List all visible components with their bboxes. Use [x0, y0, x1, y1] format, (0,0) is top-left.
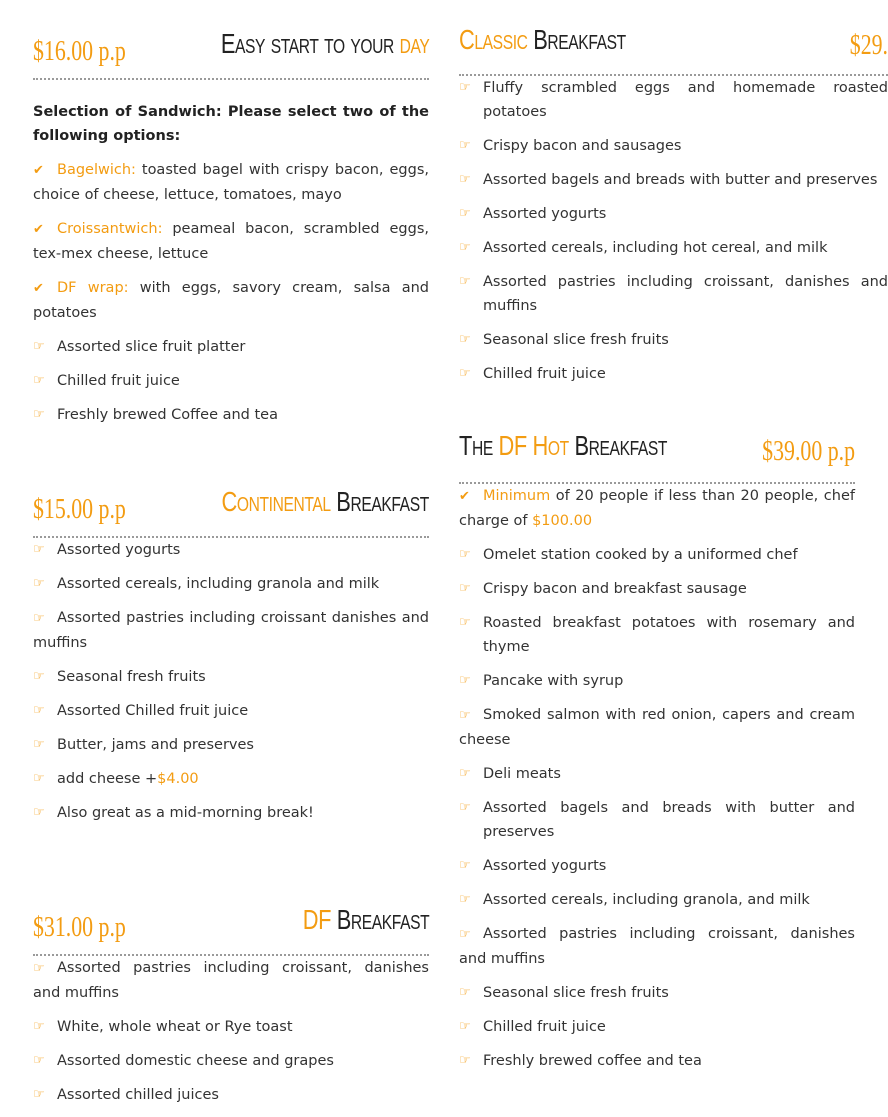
df-hot-section: [459, 432, 855, 1083]
continental-list: [33, 538, 429, 825]
hand-pointer-icon: ☞: [33, 703, 45, 718]
list-item: ☞ Crispy bacon and sausages: [459, 134, 888, 158]
df-list: [33, 956, 429, 1107]
check-icon: ✔: [33, 222, 44, 237]
continental-section: [33, 488, 429, 835]
hand-pointer-icon: ☞: [459, 80, 471, 95]
check-icon: ✔: [459, 489, 470, 504]
classic-price: $29.: [849, 30, 888, 61]
hand-pointer-icon: ☞: [33, 611, 45, 626]
list-item: ☞ Assorted Chilled fruit juice: [33, 699, 429, 723]
list-item: ☞ Pancake with syrup: [459, 669, 855, 693]
hand-pointer-icon: ☞: [459, 332, 471, 347]
list-item: ☞ Fluffy scrambled eggs and homemade roasted potatoes: [459, 76, 888, 124]
list-item: ✔ DF wrap: with eggs, savory cream, salsa and potatoes: [33, 276, 429, 325]
hand-pointer-icon: ☞: [459, 766, 471, 781]
list-item: ☞ Assorted yogurts: [459, 854, 855, 878]
hand-pointer-icon: ☞: [33, 669, 45, 684]
hand-pointer-icon: ☞: [459, 985, 471, 1000]
list-item: ☞ Chilled fruit juice: [459, 362, 888, 386]
list-item: ☞ add cheese +$4.00: [33, 767, 429, 791]
hand-pointer-icon: ☞: [459, 274, 471, 289]
continental-header: [33, 488, 429, 538]
df-hot-title: The DF Hot Breakfast: [459, 430, 668, 461]
hand-pointer-icon: ☞: [33, 771, 45, 786]
list-item: ☞ Assorted domestic cheese and grapes: [33, 1049, 429, 1073]
list-item: ✔ Croissantwich: peameal bacon, scrambled eggs, tex-mex cheese, lettuce: [33, 217, 429, 266]
cheese-price: $4.00: [157, 771, 199, 787]
list-item: ☞ Assorted pastries including croissant, danishes and muffins: [459, 922, 855, 971]
df-price: $31.00 p.p: [33, 912, 126, 943]
hand-pointer-icon: ☞: [459, 206, 471, 221]
chef-charge: $100.00: [532, 513, 593, 529]
list-item: ☞ Assorted pastries including croissant, danishes and muffins: [33, 956, 429, 1005]
hand-pointer-icon: ☞: [459, 581, 471, 596]
hand-pointer-icon: ☞: [459, 708, 471, 723]
list-item: ☞ Assorted pastries including croissant danishes and muffins: [33, 606, 429, 655]
hand-pointer-icon: ☞: [33, 339, 45, 354]
hand-pointer-icon: ☞: [33, 737, 45, 752]
list-item: ☞ Also great as a mid-morning break!: [33, 801, 429, 825]
hand-pointer-icon: ☞: [33, 1087, 45, 1102]
df-title: DF Breakfast: [302, 904, 429, 935]
hand-pointer-icon: ☞: [459, 927, 471, 942]
list-item: ☞ Assorted cereals, including granola and milk: [33, 572, 429, 596]
hand-pointer-icon: ☞: [459, 547, 471, 562]
list-item: ☞ Assorted yogurts: [33, 538, 429, 562]
list-item: ☞ Freshly brewed Coffee and tea: [33, 403, 429, 427]
hand-pointer-icon: ☞: [459, 172, 471, 187]
list-item: ☞ Assorted bagels and breads with butter and preserves: [459, 168, 888, 192]
hand-pointer-icon: ☞: [33, 961, 45, 976]
df-header: [33, 906, 429, 956]
hand-pointer-icon: ☞: [459, 673, 471, 688]
list-item: ☞ Crispy bacon and breakfast sausage: [459, 577, 855, 601]
list-item: ✔ Minimum of 20 people if less than 20 people, chef charge of $100.00: [459, 484, 855, 533]
hand-pointer-icon: ☞: [459, 800, 471, 815]
df-section: [33, 906, 429, 1117]
easy-start-header: [33, 30, 429, 80]
hand-pointer-icon: ☞: [33, 805, 45, 820]
continental-price: $15.00 p.p: [33, 494, 126, 525]
classic-section: [459, 26, 888, 396]
list-item: ☞ Seasonal slice fresh fruits: [459, 981, 855, 1005]
list-item: ☞ Roasted breakfast potatoes with rosemary and thyme: [459, 611, 855, 659]
sandwich-intro: Selection of Sandwich: Please select two of the following options:: [33, 104, 429, 144]
hand-pointer-icon: ☞: [459, 240, 471, 255]
df-hot-price: $39.00 p.p: [762, 436, 855, 467]
hand-pointer-icon: ☞: [33, 407, 45, 422]
hand-pointer-icon: ☞: [33, 373, 45, 388]
hand-pointer-icon: ☞: [459, 366, 471, 381]
easy-start-price: $16.00 p.p: [33, 36, 126, 67]
hand-pointer-icon: ☞: [459, 858, 471, 873]
check-icon: ✔: [33, 281, 44, 296]
hand-pointer-icon: ☞: [459, 1053, 471, 1068]
list-item: ☞ Freshly brewed coffee and tea: [459, 1049, 855, 1073]
list-item: ☞ White, whole wheat or Rye toast: [33, 1015, 429, 1039]
easy-start-title: Easy start to your day: [220, 28, 429, 59]
hand-pointer-icon: ☞: [33, 1019, 45, 1034]
hand-pointer-icon: ☞: [459, 138, 471, 153]
list-item: ☞ Seasonal fresh fruits: [33, 665, 429, 689]
list-item: ☞ Smoked salmon with red onion, capers and cream cheese: [459, 703, 855, 752]
hand-pointer-icon: ☞: [459, 615, 471, 630]
hand-pointer-icon: ☞: [459, 892, 471, 907]
list-item: ☞ Chilled fruit juice: [33, 369, 429, 393]
list-item: ☞ Assorted yogurts: [459, 202, 888, 226]
list-item: ☞ Assorted chilled juices: [33, 1083, 429, 1107]
list-item: ☞ Omelet station cooked by a uniformed chef: [459, 543, 855, 567]
hand-pointer-icon: ☞: [33, 1053, 45, 1068]
list-item: ☞ Assorted pastries including croissant, danishes and muffins: [459, 270, 888, 318]
list-item: ☞ Assorted slice fruit platter: [33, 335, 429, 359]
hand-pointer-icon: ☞: [33, 576, 45, 591]
classic-header: [459, 26, 888, 76]
continental-title: Continental Breakfast: [221, 486, 429, 517]
df-hot-list: [459, 484, 855, 1073]
list-item: ☞ Assorted cereals, including hot cereal, and milk: [459, 236, 888, 260]
list-item: ☞ Assorted bagels and breads with butter and preserves: [459, 796, 855, 844]
list-item: ☞ Deli meats: [459, 762, 855, 786]
easy-start-section: [33, 30, 429, 437]
list-item: ✔ Bagelwich: toasted bagel with crispy bacon, eggs, choice of cheese, lettuce, tomatoes, mayo: [33, 158, 429, 207]
check-icon: ✔: [33, 163, 44, 178]
list-item: ☞ Assorted cereals, including granola, and milk: [459, 888, 855, 912]
classic-title: Classic Breakfast: [459, 24, 626, 55]
list-item: ☞ Butter, jams and preserves: [33, 733, 429, 757]
hand-pointer-icon: ☞: [459, 1019, 471, 1034]
list-item: ☞ Chilled fruit juice: [459, 1015, 855, 1039]
easy-start-list: [33, 158, 429, 427]
hand-pointer-icon: ☞: [33, 542, 45, 557]
list-item: ☞ Seasonal slice fresh fruits: [459, 328, 888, 352]
classic-list: [459, 76, 888, 386]
df-hot-header: [459, 432, 855, 484]
